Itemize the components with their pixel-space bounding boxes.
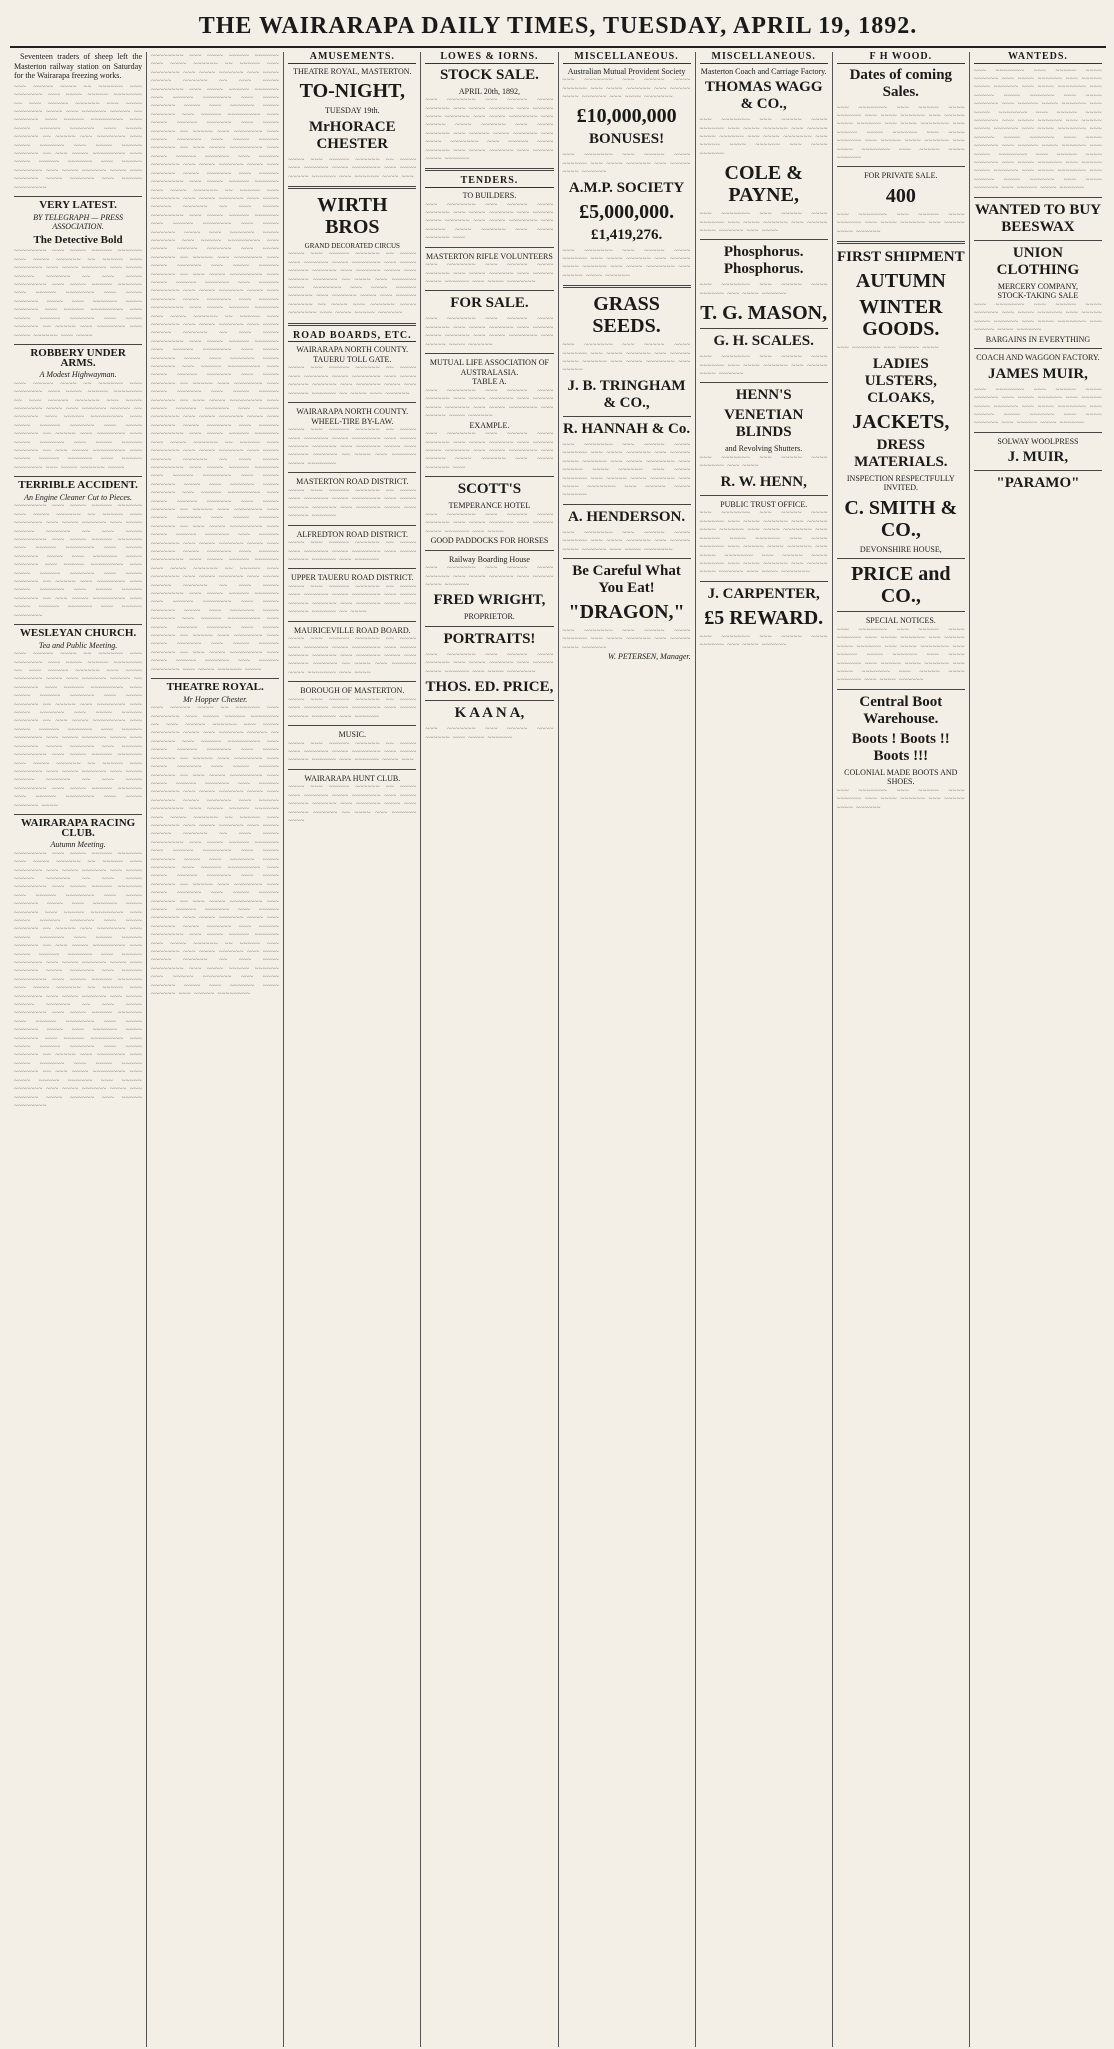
- central-boot-warehouse: Central Boot Warehouse.: [859, 693, 943, 727]
- body-text: ~~~~ ~~~ ~~~~~ ~~~~~~ ~~ ~~~~ ~~~ ~~~~~~ ~~~~ ~~~~~~~ ~~~ ~~~~ ~~~~~ ~~~~~~ ~~~ ~~~~~~: [288, 695, 417, 721]
- body-text: ~~~ ~~~~~~~ ~~~ ~~~~~ ~~~~ ~~~~~~ ~~~ ~~~~ ~~~~~~ ~~~ ~~~~~ ~~~~ ~~~~~~ ~~~ ~~~~ ~~~~~~~ ~~~ ~~~~~ ~~~~ ~~~~~~ ~~~ ~~~~ ~~~~~~ ~~~ ~~~~~ ~~~~ ~~~~~~ ~~~ ~~~~ ~~~~~~~ ~~~ ~~~~~ ~~~~ ~~~~~~ ~~~ ~~~~ ~~~~~~ ~~~ ~~~~~ ~~~~ ~~~~~~: [425, 96, 554, 164]
- roads-wheel-tire: WHEEL-TIRE BY-LAW.: [311, 416, 394, 426]
- private-sale-heading: FOR PRIVATE SALE.: [864, 171, 938, 181]
- body-text: ~~~ ~~~~~~~ ~~~ ~~~~~ ~~~~ ~~~~~~ ~~~ ~~~~ ~~~~~~ ~~~ ~~~~~ ~~~~ ~~~~~~ ~~~ ~~~~ ~~~~~~~: [425, 261, 554, 287]
- body-text: ~~~ ~~~~~~~ ~~~ ~~~~~ ~~~~ ~~~~~~ ~~~ ~~~~ ~~~~~~ ~~~ ~~~~~ ~~~~ ~~~~~~: [562, 151, 691, 177]
- body-text: ~~~ ~~~~~~~ ~~~ ~~~~~ ~~~~ ~~~~~~ ~~~ ~~~~ ~~~~~~: [699, 281, 828, 298]
- grand-decorated: GRAND DECORATED CIRCUS: [304, 242, 400, 250]
- body-text: ~~~~~~~~ ~~~ ~~~~ ~~~~~ ~~~~~~ ~~~ ~~~~ ~~~~~~ ~~ ~~~~~ ~~~ ~~~~~~~ ~~~ ~~~~ ~~~~~~ ~~~ ~~~~ ~~~~~ ~~~~~~ ~~ ~~~ ~~~~ ~~~~~~~~ ~~~ ~~~~ ~~~~~ ~~~~~~ ~~~ ~~~~~ ~~~~~~~ ~~~ ~~~~ ~~~~~~ ~~~~ ~~~ ~~~~~~ ~~~~ ~~~~~~ ~~~ ~~~~~ ~~~~~~~~ ~~~ ~~~~ ~~~~~ ~~~~~~ ~~~ ~~~~ ~~~~~~ ~~ ~~~~~ ~~~ ~~~~~~~ ~~~ ~~~~ ~~~~~~ ~~~ ~~~~: [14, 247, 143, 340]
- body-text: ~~~ ~~~~~ ~~~~ ~~ ~~~~~~ ~~~ ~~~~~~~ ~~~ ~~~~ ~~~~~ ~~~~~~~ ~~ ~~~ ~~~~~ ~~~~~~ ~~~ ~~~~ ~~~~~~~ ~~~~ ~~~ ~~~~~~ ~~~~~ ~~ ~~~~~~ ~~~ ~~~~~ ~~~~~~~~ ~~~ ~~~~ ~~~~~ ~~~~~~ ~~~ ~~~~ ~~~~~~ ~~ ~~~~~ ~~~ ~~~~~~~ ~~~ ~~~~ ~~~~~~ ~~~ ~~~~ ~~~~~ ~~~~~~ ~~ ~~~ ~~~~ ~~~~~~~~ ~~~ ~~~~ ~~~~~ ~~~~~~ ~~~ ~~~~~ ~~~~~~~ ~~~ ~~~~ ~~~~~~ ~~~~ ~~~ ~~~~~~ ~~~~ ~~~~~~ ~~~ ~~~~~ ~~~~~~~~: [14, 82, 143, 192]
- body-text: ~~~ ~~~~~~~ ~~~ ~~~~~ ~~~~ ~~~~~~ ~~~ ~~~~ ~~~~~~ ~~~ ~~~~~ ~~~~ ~~~~~~ ~~~ ~~~~ ~~~~~~~ ~~~ ~~~~~ ~~~~ ~~~~~~: [425, 315, 554, 349]
- column-6: [696, 52, 833, 2047]
- body-text: ~~~ ~~~~~~~ ~~~ ~~~~~ ~~~~ ~~~~~~ ~~~ ~~~~ ~~~~~~ ~~~ ~~~~~ ~~~~ ~~~~~~ ~~~ ~~~~ ~~~~~~~: [562, 76, 691, 101]
- alfredton-road-district: ALFREDTON ROAD DISTRICT.: [296, 529, 409, 539]
- body-text: ~~~ ~~~~~~~ ~~~ ~~~~~ ~~~~ ~~~~~~ ~~~ ~~~~ ~~~~~~ ~~~ ~~~~~ ~~~~ ~~~~~~ ~~~ ~~~~ ~~~~~~~: [562, 528, 691, 554]
- c-smith: C. SMITH & CO.,: [844, 496, 958, 541]
- fred-wright: FRED WRIGHT,: [433, 592, 546, 609]
- coach-waggon-factory: COACH AND WAGGON FACTORY.: [976, 353, 1100, 363]
- petersen-signature: W. PETERSEN, Manager.: [608, 652, 691, 662]
- body-text: ~~~ ~~~~~~~ ~~~ ~~~~~ ~~~~ ~~~~~~ ~~~ ~~~~ ~~~~~~ ~~~ ~~~~~ ~~~~ ~~~~~~ ~~~ ~~~~: [425, 510, 554, 536]
- body-text: ~~~ ~~~~~~~ ~~~ ~~~~~ ~~~~ ~~~~~~ ~~~ ~~~~ ~~~~~~ ~~~ ~~~~~ ~~~~ ~~~~~~: [425, 564, 554, 589]
- body-text: ~~~~ ~~~ ~~~~~ ~~~~~~ ~~ ~~~~ ~~~ ~~~~~~ ~~~~ ~~~~~~~ ~~~ ~~~~ ~~~~~ ~~~~~~ ~~~ ~~~~~~ ~~~~ ~~~ ~~~~~ ~~~~~~ ~~ ~~~~: [288, 582, 417, 617]
- column-8: [970, 52, 1106, 2047]
- j-muir: J. MUIR,: [1007, 449, 1069, 466]
- winter-goods-heading: WINTER GOODS.: [859, 296, 943, 341]
- column-8-heading: WANTEDS.: [974, 52, 1102, 64]
- amp-society-2: A.M.P. SOCIETY: [568, 179, 685, 196]
- public-trust-heading: PUBLIC TRUST OFFICE.: [720, 499, 808, 509]
- roads-county-2: WAIRARAPA NORTH COUNTY.: [296, 407, 409, 417]
- body-text: ~~~~~~~~ ~~~ ~~~~ ~~~~~ ~~~~~~ ~~~ ~~~~ ~~~~~~ ~~ ~~~~~ ~~~ ~~~~~~~ ~~~ ~~~~ ~~~~~~ ~~~ ~~~~ ~~~~~ ~~~~~~ ~~ ~~~ ~~~~ ~~~~~~~~ ~~~ ~~~~ ~~~~~ ~~~~~~ ~~~ ~~~~~ ~~~~~~~ ~~~ ~~~~ ~~~~~~ ~~~~ ~~~ ~~~~~~ ~~~~ ~~~~~~ ~~~ ~~~~~ ~~~~~~~~ ~~~ ~~~~ ~~~~~ ~~~~~~ ~~~ ~~~~ ~~~~~~ ~~ ~~~~~ ~~~ ~~~~~~~ ~~~ ~~~~ ~~~~~~ ~~~ ~~~~ ~~~~~ ~~~~~~ ~~ ~~~ ~~~~ ~~~~~~~~ ~~~ ~~~~ ~~~~~ ~~~~~~ ~~~ ~~~~~ ~~~~~~~: [14, 502, 143, 620]
- body-text: ~~~ ~~~~~~~ ~~~ ~~~~~ ~~~~ ~~~~~~ ~~~ ~~~~ ~~~~~~ ~~~ ~~~~~ ~~~~ ~~~~~~ ~~~ ~~~~ ~~~~~~~ ~~~ ~~~~~ ~~~~ ~~~~~~: [973, 300, 1102, 335]
- body-text: ~~~ ~~~~~~~ ~~~ ~~~~~ ~~~~ ~~~~~~ ~~~ ~~~~ ~~~~~~ ~~~ ~~~~~ ~~~~ ~~~~~~ ~~~ ~~~~ ~~~~~~~ ~~~ ~~~~~ ~~~~ ~~~~~~ ~~~ ~~~~ ~~~~~~ ~~~ ~~~~~ ~~~~ ~~~~~~ ~~~ ~~~~ ~~~~~~~ ~~~ ~~~~~ ~~~~ ~~~~~~: [836, 103, 965, 163]
- first-shipment: FIRST SHIPMENT: [836, 249, 965, 266]
- body-text: ~~~ ~~~~~~~ ~~~ ~~~~~ ~~~~ ~~~~~~ ~~~ ~~~~ ~~~~~~ ~~~ ~~~~~ ~~~~ ~~~~~~ ~~~ ~~~~ ~~~~~~~ ~~~ ~~~~~ ~~~~ ~~~~~~ ~~~ ~~~~ ~~~~~~ ~~~ ~~~~~ ~~~~ ~~~~~~ ~~~ ~~~~ ~~~~~~~ ~~~ ~~~~~ ~~~~ ~~~~~~ ~~~ ~~~~ ~~~~~~ ~~~ ~~~~~ ~~~~ ~~~~~~ ~~~ ~~~~ ~~~~~~~ ~~~ ~~~~~ ~~~~ ~~~~~~ ~~~ ~~~~ ~~~~~~ ~~~ ~~~~~ ~~~~ ~~~~~~ ~~~ ~~~~ ~~~~~~~ ~~~ ~~~~~ ~~~~ ~~~~~~ ~~~ ~~~~ ~~~~~~ ~~~ ~~~~~ ~~~~ ~~~~~~ ~~~ ~~~~ ~~~~~~~ ~~~ ~~~~~ ~~~~ ~~~~~~ ~~~ ~~~~ ~~~~~~ ~~~ ~~~~~ ~~~~ ~~~~~~: [973, 66, 1102, 193]
- dragon-heading: "DRAGON,": [568, 600, 685, 623]
- column-5: [559, 52, 696, 2047]
- mercery-company: MERCERY COMPANY,: [997, 281, 1079, 291]
- column-7: [833, 52, 970, 2047]
- headline-terrible-accident: TERRIBLE ACCIDENT.: [18, 479, 138, 492]
- hannah-heading: R. HANNAH & Co.: [563, 420, 691, 437]
- robbery-sub: A Modest Highwayman.: [39, 370, 117, 380]
- column-3-heading: AMUSEMENTS.: [288, 52, 416, 64]
- body-text: ~~~~~~~~ ~~~ ~~~~ ~~~~~ ~~~~~~ ~~~ ~~~~ ~~~~~~ ~~ ~~~~~ ~~~ ~~~~~~~ ~~~ ~~~~ ~~~~~~ ~~~ ~~~~ ~~~~~ ~~~~~~ ~~ ~~~ ~~~~ ~~~~~~~~ ~~~ ~~~~ ~~~~~ ~~~~~~ ~~~ ~~~~~ ~~~~~~~ ~~~ ~~~~ ~~~~~~ ~~~~ ~~~ ~~~~~~ ~~~~ ~~~~~~ ~~~ ~~~~~ ~~~~~~~~ ~~~ ~~~~ ~~~~~ ~~~~~~ ~~~ ~~~~ ~~~~~~ ~~ ~~~~~ ~~~ ~~~~~~~ ~~~ ~~~~ ~~~~~~ ~~~ ~~~~ ~~~~~ ~~~~~~ ~~ ~~~ ~~~~ ~~~~~~~~ ~~~ ~~~~ ~~~~~ ~~~~~~ ~~~ ~~~~~ ~~~~~~~ ~~~ ~~~~ ~~~~~~ ~~~~ ~~~ ~~~~~~ ~~~~ ~~~~~~ ~~~ ~~~~~ ~~~~~~~~ ~~~ ~~~~ ~~~~~ ~~~~~~ ~~~ ~~~~ ~~~~~~ ~~ ~~~~~ ~~~ ~~~~~~~ ~~~ ~~~~ ~~~~~~ ~~~ ~~~~ ~~~~~ ~~~~~~ ~~ ~~~ ~~~~ ~~~~~~~~ ~~~ ~~~~ ~~~~~ ~~~~~~ ~~~ ~~~~~ ~~~~~~~ ~~~ ~~~~ ~~~~~~ ~~~~ ~~~ ~~~~~~ ~~~~ ~~~~~~ ~~~ ~~~~~ ~~~~~~~~ ~~~ ~~~~ ~~~~~ ~~~~~~ ~~~ ~~~~ ~~~~~~ ~~ ~~~~~ ~~~ ~~~~~~~ ~~~ ~~~~ ~~~~~~ ~~~ ~~~~ ~~~~~ ~~~~~~ ~~ ~~~ ~~~~ ~~~~~~~~ ~~~ ~~~~ ~~~~~ ~~~~~~ ~~~ ~~~~~ ~~~~~~~ ~~~ ~~~~ ~~~~~~ ~~~~ ~~~ ~~~~~~ ~~~~ ~~~~~~ ~~~ ~~~~~ ~~~~~~~~: [14, 849, 143, 1110]
- column-4: [421, 52, 558, 2047]
- body-text: ~~~ ~~~~~ ~~~~ ~~ ~~~~~~ ~~~ ~~~~~~~ ~~~ ~~~~ ~~~~~ ~~~~~~~ ~~ ~~~ ~~~~~ ~~~~~~ ~~~ ~~~~ ~~~~~~~ ~~~~ ~~~ ~~~~~~ ~~~~~ ~~ ~~~~~~ ~~~ ~~~~~ ~~~~~~~~ ~~~ ~~~~ ~~~~~ ~~~~~~ ~~~ ~~~~ ~~~~~~ ~~ ~~~~~ ~~~ ~~~~~~~ ~~~ ~~~~ ~~~~~~ ~~~ ~~~~ ~~~~~ ~~~~~~ ~~ ~~~ ~~~~ ~~~~~~~~ ~~~ ~~~~ ~~~~~ ~~~~~~ ~~~ ~~~~~ ~~~~~~~ ~~~ ~~~~ ~~~~~~ ~~~~ ~~~ ~~~~~~ ~~~~ ~~~~~~ ~~~ ~~~~~ ~~~~~~~~ ~~~ ~~~~ ~~~~~ ~~~~~~ ~~~ ~~~~ ~~~~~~ ~~ ~~~~~ ~~~ ~~~~~~~ ~~~ ~~~~ ~~~~~~ ~~~ ~~~~ ~~~~~ ~~~~~~ ~~ ~~~ ~~~~ ~~~~~~~~ ~~~ ~~~~ ~~~~~ ~~~~~~ ~~~ ~~~~~ ~~~~~~~ ~~~ ~~~~ ~~~~~~ ~~~~: [14, 650, 143, 810]
- body-text: ~~~ ~~~~~~~ ~~~ ~~~~~ ~~~~ ~~~~~~ ~~~ ~~~~ ~~~~~~ ~~~ ~~~~~ ~~~~ ~~~~~~ ~~~ ~~~~ ~~~~~~~ ~~~ ~~~~~ ~~~~ ~~~~~~ ~~~ ~~~~ ~~~~~~ ~~~ ~~~~~ ~~~~ ~~~~~~ ~~~ ~~~~ ~~~~~~~ ~~~ ~~~~~ ~~~~ ~~~~~~ ~~~ ~~~~ ~~~~~~: [836, 626, 965, 685]
- headline-detective: The Detective Bold: [33, 233, 123, 246]
- performer-name: MrHORACE CHESTER: [308, 118, 396, 152]
- for-sale-title: FOR SALE.: [450, 295, 529, 312]
- body-text: ~~~ ~~~~~~~ ~~~ ~~~~~ ~~~~ ~~~~~~ ~~~ ~~~~ ~~~~~~ ~~~ ~~~~~ ~~~~ ~~~~~~ ~~~ ~~~~ ~~~~~~~ ~~~ ~~~~~ ~~~~ ~~~~~~ ~~~ ~~~~ ~~~~~~: [699, 116, 828, 158]
- body-text: ~~~ ~~~~~~~ ~~~ ~~~~~ ~~~~ ~~~~~~ ~~~ ~~~~ ~~~~~~ ~~~ ~~~~~ ~~~~ ~~~~~~ ~~~ ~~~~ ~~~~~~~ ~~~ ~~~~~ ~~~~ ~~~~~~ ~~~ ~~~~ ~~~~~~ ~~~ ~~~~~ ~~~~ ~~~~~~ ~~~ ~~~~ ~~~~~~~ ~~~ ~~~~~ ~~~~ ~~~~~~: [562, 440, 691, 500]
- body-text: ~~~~ ~~~ ~~~~~ ~~~~~~ ~~ ~~~~ ~~~ ~~~~~~ ~~~~ ~~~~~~~ ~~~ ~~~~ ~~~~~ ~~~~~~ ~~~ ~~~~~~ ~~~~ ~~~ ~~~~~ ~~~~~~ ~~ ~~~~ ~~~ ~~~~~~ ~~~~: [288, 783, 417, 825]
- body-text: ~~~ ~~~~~~~ ~~~ ~~~~~ ~~~~ ~~~~~~ ~~~ ~~~~ ~~~~~~ ~~~ ~~~~~ ~~~~ ~~~~~~ ~~~ ~~~~ ~~~~~~~ ~~~ ~~~~~ ~~~~ ~~~~~~ ~~~ ~~~~ ~~~~~~ ~~~: [425, 430, 554, 472]
- body-text: ~~~ ~~~~~~~ ~~~ ~~~~~ ~~~~ ~~~~~~ ~~~ ~~~~ ~~~~~~ ~~~ ~~~~~ ~~~~ ~~~~~~: [836, 787, 965, 812]
- body-text: ~~~ ~~~~~~~ ~~~ ~~~~~ ~~~~ ~~~~~~ ~~~ ~~~~ ~~~~~~ ~~~ ~~~~~ ~~~~ ~~~~~~: [699, 353, 828, 379]
- stock-sale-date: APRIL 20th, 1892,: [458, 86, 520, 96]
- body-text: ~~~~ ~~~ ~~~~~ ~~~~~~ ~~ ~~~~ ~~~ ~~~~~~ ~~~~ ~~~~~~~ ~~~ ~~~~ ~~~~~ ~~~~~~ ~~~ ~~~~~~ ~~~~ ~~~: [288, 155, 417, 181]
- scotts-title: SCOTT'S: [457, 481, 522, 498]
- kaana-heading: K A A N A,: [454, 705, 525, 722]
- column-3: [284, 52, 421, 2047]
- jackets-heading: JACKETS,: [852, 410, 950, 433]
- body-text: ~~~ ~~~~~~~ ~~~ ~~~~~ ~~~~ ~~~~~~ ~~~ ~~~~ ~~~~~~ ~~~ ~~~~~ ~~~~ ~~~~~~: [562, 626, 691, 652]
- body-text: ~~~~ ~~~ ~~~~~ ~~~~~~ ~~ ~~~~ ~~~ ~~~~~~ ~~~~ ~~~~~~~ ~~~ ~~~~ ~~~~~ ~~~~~~ ~~~ ~~~~~~ ~~~~ ~~~ ~~~~~ ~~~~~~ ~~ ~~~~ ~~~ ~~~~~~ ~~~~ ~~~~~~~ ~~~ ~~~~ ~~~~~ ~~~~~~ ~~~ ~~~~~~ ~~~~ ~~~ ~~~~~ ~~~~~~ ~~ ~~~~ ~~~ ~~~~~~ ~~~~ ~~~~~~~ ~~~ ~~~~ ~~~~~ ~~~~~~: [288, 250, 417, 318]
- tringham-heading: J. B. TRINGHAM & CO.,: [567, 377, 686, 411]
- column-6-heading: MISCELLANEOUS.: [700, 52, 828, 64]
- paramo-heading: "PARAMO": [996, 475, 1080, 492]
- amp-society-heading: Australian Mutual Provident Society: [567, 66, 686, 76]
- total-amount: £1,419,276.: [590, 226, 663, 243]
- masthead-title: THE WAIRARAPA DAILY TIMES, TUESDAY, APRIL 19, 1892.: [198, 12, 918, 39]
- body-text: ~~~ ~~~~~~~ ~~~ ~~~~~ ~~~~ ~~~~~~ ~~~ ~~~~ ~~~~~~ ~~~ ~~~~~ ~~~~ ~~~~~~ ~~~ ~~~~ ~~~~~~~ ~~~ ~~~~~ ~~~~ ~~~~~~ ~~~ ~~~~ ~~~~~~ ~~~ ~~~~~ ~~~~ ~~~~~~ ~~~ ~~~~ ~~~~~~~ ~~~ ~~~~~ ~~~~ ~~~~~~ ~~~ ~~~~ ~~~~~~ ~~~ ~~~~~ ~~~~ ~~~~~~ ~~~ ~~~~ ~~~~~~~: [699, 509, 828, 577]
- roads-county-1: WAIRARAPA NORTH COUNTY.: [296, 345, 409, 355]
- dress-materials: DRESS MATERIALS.: [854, 436, 948, 470]
- cole-payne: COLE & PAYNE,: [724, 162, 803, 207]
- terrible-sub: An Engine Cleaner Cut to Pieces.: [24, 492, 133, 502]
- bonuses-heading: BONUSES!: [589, 131, 665, 148]
- wesleyan-sub: Tea and Public Meeting.: [38, 640, 118, 650]
- coach-factory-heading: Masterton Coach and Carriage Factory.: [700, 66, 827, 76]
- masthead: [10, 6, 1106, 48]
- mauriceville-road-board: MAURICEVILLE ROAD BOARD.: [293, 625, 411, 635]
- boots-heading: Boots ! Boots !! Boots !!!: [851, 730, 950, 764]
- bargains-everything: BARGAINS IN EVERYTHING: [985, 334, 1091, 344]
- stock-sale-title: STOCK SALE.: [439, 66, 539, 83]
- venetian-blinds: VENETIAN BLINDS: [724, 407, 804, 441]
- theatre-sub: Mr Hopper Chester.: [183, 694, 248, 704]
- hunt-club-heading: WAIRARAPA HUNT CLUB.: [304, 773, 401, 783]
- revolving-shutters: and Revolving Shutters.: [725, 444, 803, 454]
- phosphorus-heading: Phosphorus. Phosphorus.: [723, 244, 804, 278]
- careful-heading: Be Careful What You Eat!: [572, 562, 681, 596]
- autumn-heading: AUTUMN: [855, 270, 946, 293]
- headline-wesleyan: WESLEYAN CHURCH.: [19, 627, 137, 640]
- wirth-bros-title: WIRTH BROS: [317, 194, 388, 238]
- very-latest-sub: BY TELEGRAPH — PRESS ASSOCIATION.: [33, 212, 124, 232]
- road-boards-heading: ROAD BOARDS, ETC.: [288, 331, 416, 343]
- assuring-amount: £5,000,000.: [579, 200, 675, 223]
- tonight-banner: TO-NIGHT,: [299, 80, 405, 103]
- body-text: ~~~ ~~~~~~~ ~~~ ~~~~~ ~~~~ ~~~~~~ ~~~ ~~~~ ~~~~~~ ~~~ ~~~~~ ~~~~ ~~~~~~ ~~~ ~~~~ ~~~~~~~: [425, 650, 554, 676]
- column-5-heading: MISCELLANEOUS.: [563, 52, 691, 64]
- body-text: ~~~ ~~~~~~~ ~~~ ~~~~~ ~~~~ ~~~~~~ ~~~ ~~~~ ~~~~~~ ~~~ ~~~~~ ~~~~ ~~~~~~ ~~~ ~~~~ ~~~~~~~ ~~~ ~~~~~ ~~~~ ~~~~~~ ~~~ ~~~~ ~~~~~~ ~~~ ~~~~~ ~~~~ ~~~~~~: [973, 385, 1102, 428]
- body-text: ~~~ ~~~~~~~ ~~~ ~~~~~ ~~~~ ~~~~~~ ~~~ ~~~~ ~~~~~~: [699, 632, 828, 650]
- solway-woolpress: SOLWAY WOOLPRESS: [997, 436, 1079, 446]
- scotts-sub: TEMPERANCE HOTEL: [448, 501, 531, 511]
- example-heading: EXAMPLE.: [469, 420, 510, 430]
- stocktaking-sale: STOCK-TAKING SALE: [997, 291, 1079, 301]
- grass-seeds-heading: GRASS SEEDS.: [592, 293, 661, 338]
- rw-henn: R. W. HENN,: [720, 473, 807, 490]
- ladies-ulsters: LADIES ULSTERS, CLOAKS,: [864, 355, 937, 406]
- james-muir: JAMES MUIR,: [987, 365, 1088, 382]
- colonial-made: COLONIAL MADE BOOTS AND SHOES.: [844, 767, 958, 787]
- body-text: ~~~ ~~~~~~~ ~~~ ~~~~~ ~~~~ ~~~~~~ ~~~ ~~~~ ~~~~~~ ~~~ ~~~~~ ~~~~ ~~~~~~ ~~~ ~~~~ ~~~~~~~ ~~~ ~~~~~ ~~~~ ~~~~~~: [425, 386, 554, 421]
- headline-theatre-royal: THEATRE ROYAL.: [166, 681, 264, 694]
- body-text: ~~~ ~~~~~~~ ~~~ ~~~~~ ~~~~ ~~~~~~ ~~~ ~~~~ ~~~~~~: [425, 725, 554, 742]
- special-notices: SPECIAL NOTICES.: [865, 616, 936, 626]
- music-heading: MUSIC.: [338, 729, 366, 739]
- scales-heading: G. H. SCALES.: [713, 333, 814, 350]
- henderson-heading: A. HENDERSON.: [568, 508, 686, 525]
- table-a: TABLE A.: [472, 377, 507, 387]
- to-builders: TO BUILDERS.: [462, 191, 517, 201]
- union-clothing: UNION CLOTHING: [996, 244, 1080, 278]
- beeswax-heading: WANTED TO BUY BEESWAX: [974, 201, 1102, 235]
- masterton-road-district: MASTERTON ROAD DISTRICT.: [296, 477, 409, 487]
- thomas-wagg: THOMAS WAGG & CO.,: [704, 79, 823, 113]
- devonshire-house: DEVONSHIRE HOUSE,: [859, 544, 942, 554]
- carpenter-heading: J. CARPENTER,: [707, 585, 820, 602]
- headline-robbery: ROBBERY UNDER ARMS.: [30, 346, 126, 369]
- acres-number: 400: [885, 185, 916, 208]
- column-4-heading: LOWES & IORNS.: [425, 52, 553, 64]
- amp-sum: £10,000,000: [576, 105, 677, 128]
- headline-very-latest: VERY LATEST.: [39, 199, 117, 212]
- tenders-heading: TENDERS.: [425, 176, 553, 188]
- tonight-date: TUESDAY 19th.: [325, 106, 380, 116]
- railway-boarding-house: Railway Boarding House: [449, 554, 530, 564]
- body-text: ~~~ ~~~~~~~ ~~~ ~~~~~ ~~~~: [836, 344, 939, 353]
- paddocks-heading: GOOD PADDOCKS FOR HORSES: [430, 535, 549, 545]
- body-text: ~~~ ~~~~~~~ ~~~ ~~~~~ ~~~~ ~~~~~~ ~~~ ~~~~ ~~~~~~ ~~~ ~~~~~ ~~~~ ~~~~~~ ~~~ ~~~~ ~~~~~~~ ~~~ ~~~~~: [562, 341, 691, 375]
- inspection-invited: INSPECTION RESPECTFULLY INVITED.: [846, 473, 955, 493]
- body-text: ~~~ ~~~~~~~ ~~~ ~~~~~ ~~~~ ~~~~~~ ~~~ ~~~~ ~~~~~~ ~~~ ~~~~~ ~~~~ ~~~~~~ ~~~ ~~~~: [699, 210, 828, 236]
- headline-racing-club: WAIRARAPA RACING CLUB.: [20, 816, 136, 839]
- intro-paragraph: Seventeen traders of sheep left the Masterton railway station on Saturday for the Wairarapa freezing works.: [14, 52, 143, 81]
- body-text: ~~~~ ~~~ ~~~~~ ~~~~~~ ~~ ~~~~ ~~~ ~~~~~~ ~~~~ ~~~~~~~ ~~~ ~~~~ ~~~~~ ~~~~~~ ~~~ ~~~~~~: [288, 539, 417, 564]
- body-text: ~~~~ ~~~ ~~~~~ ~~~~~~ ~~ ~~~~ ~~~ ~~~~~~ ~~~~ ~~~~~~~ ~~~ ~~~~ ~~~~~ ~~~~~~ ~~~ ~~~~~~ ~~~~ ~~~: [288, 739, 417, 765]
- body-text: ~~~~ ~~~ ~~~~~ ~~~~~~ ~~ ~~~~ ~~~ ~~~~~~ ~~~~ ~~~~~~~ ~~~ ~~~~ ~~~~~ ~~~~~~ ~~~ ~~~~~~ ~~~~ ~~~ ~~~~~ ~~~~~~: [288, 486, 417, 521]
- body-text: ~~~ ~~~~~~~ ~~~ ~~~~~ ~~~~ ~~~~~~ ~~~ ~~~~ ~~~~~~ ~~~ ~~~~~ ~~~~ ~~~~~~ ~~~ ~~~~ ~~~~~~~ ~~~ ~~~~~ ~~~~ ~~~~~~ ~~~ ~~~~ ~~~~~~ ~~~: [425, 200, 554, 243]
- price-and-co: PRICE and CO.,: [851, 563, 951, 608]
- upper-taueru-road-district: UPPER TAUERU ROAD DISTRICT.: [290, 573, 414, 583]
- body-text: ~~~ ~~~~~~~ ~~~ ~~~~~ ~~~~ ~~~~~~ ~~~ ~~~~ ~~~~~~ ~~~ ~~~~~ ~~~~ ~~~~~~: [836, 211, 965, 236]
- column-2: [147, 52, 284, 2047]
- dates-of-sales: Dates of coming Sales.: [849, 66, 953, 100]
- theatre-name: THEATRE ROYAL, MASTERTON.: [293, 66, 412, 76]
- body-text: ~~~~ ~~~ ~~~~~ ~~~~~~ ~~ ~~~~ ~~~ ~~~~~~ ~~~~ ~~~~~~~ ~~~ ~~~~ ~~~~~ ~~~~~~ ~~~ ~~~~~~ ~~~~ ~~~ ~~~~~ ~~~~~~ ~~ ~~~~ ~~~ ~~~~~~: [288, 364, 417, 398]
- rifle-volunteers: MASTERTON RIFLE VOLUNTEERS: [426, 251, 553, 261]
- body-text: ~~~~ ~~~ ~~~~~ ~~~~~~ ~~ ~~~~ ~~~ ~~~~~~ ~~~~ ~~~~~~~ ~~~ ~~~~ ~~~~~ ~~~~~~ ~~~ ~~~~~~ ~~~~ ~~~ ~~~~~ ~~~~~~ ~~ ~~~~ ~~~ ~~~~~~ ~~~~ ~~~~~~~: [288, 426, 417, 468]
- column-1: [10, 52, 147, 2047]
- henns-heading: HENN'S: [735, 387, 792, 404]
- reward-heading: £5 REWARD.: [704, 606, 824, 629]
- racing-sub: Autumn Meeting.: [50, 840, 106, 850]
- body-text: ~~~ ~~~~~ ~~~~ ~~ ~~~~~~ ~~~ ~~~~~~~ ~~~ ~~~~ ~~~~~ ~~~~~~~ ~~ ~~~ ~~~~~ ~~~~~~ ~~~ ~~~~ ~~~~~~~ ~~~~ ~~~ ~~~~~~ ~~~~~ ~~ ~~~~~~ ~~~ ~~~~~ ~~~~~~~~ ~~~ ~~~~ ~~~~~ ~~~~~~ ~~~ ~~~~ ~~~~~~ ~~ ~~~~~ ~~~ ~~~~~~~ ~~~ ~~~~ ~~~~~~ ~~~ ~~~~ ~~~~~ ~~~~~~ ~~ ~~~ ~~~~ ~~~~~~~~ ~~~ ~~~~ ~~~~~ ~~~~~~ ~~~ ~~~~~ ~~~~~~~ ~~~ ~~~~ ~~~~~~ ~~~~: [14, 379, 143, 472]
- body-text: ~~~~ ~~~ ~~~~~ ~~~~~~ ~~ ~~~~ ~~~ ~~~~~~ ~~~~ ~~~~~~~ ~~~ ~~~~ ~~~~~ ~~~~~~ ~~~ ~~~~~~ ~~~~ ~~~ ~~~~~ ~~~~~~ ~~ ~~~~ ~~~ ~~~~~~ ~~~~ ~~~~~~~ ~~~ ~~~~: [288, 635, 417, 677]
- body-text: ~~~ ~~~~~~~ ~~~ ~~~~~ ~~~~ ~~~~~~ ~~~ ~~~~: [699, 454, 828, 471]
- mason-heading: T. G. MASON,: [700, 302, 828, 325]
- body-text: ~~~ ~~~~~~~ ~~~ ~~~~~ ~~~~ ~~~~~~ ~~~ ~~~~ ~~~~~~ ~~~ ~~~~~ ~~~~ ~~~~~~ ~~~ ~~~~ ~~~~~~~ ~~~ ~~~~~ ~~~~ ~~~~~~: [562, 246, 691, 280]
- body-text: ~~~ ~~~~~ ~~~~ ~~ ~~~~~~ ~~~ ~~~~~~~ ~~~ ~~~~ ~~~~~ ~~~~~~~ ~~ ~~~ ~~~~~ ~~~~~~ ~~~ ~~~~ ~~~~~~~ ~~~~ ~~~ ~~~~~~ ~~~~~ ~~ ~~~~~~ ~~~ ~~~~~ ~~~~~~~~ ~~~ ~~~~ ~~~~~ ~~~~~~ ~~~ ~~~~ ~~~~~~ ~~ ~~~~~ ~~~ ~~~~~~~ ~~~ ~~~~ ~~~~~~ ~~~ ~~~~ ~~~~~ ~~~~~~ ~~ ~~~ ~~~~ ~~~~~~~~ ~~~ ~~~~ ~~~~~ ~~~~~~ ~~~ ~~~~~ ~~~~~~~ ~~~ ~~~~ ~~~~~~ ~~~~ ~~~ ~~~~~~ ~~~~ ~~~~~~ ~~~ ~~~~~ ~~~~~~~~ ~~~ ~~~~ ~~~~~ ~~~~~~ ~~~ ~~~~ ~~~~~~ ~~ ~~~~~ ~~~ ~~~~~~~ ~~~ ~~~~ ~~~~~~ ~~~ ~~~~ ~~~~~ ~~~~~~ ~~ ~~~ ~~~~ ~~~~~~~~ ~~~ ~~~~ ~~~~~ ~~~~~~ ~~~ ~~~~~ ~~~~~~~ ~~~ ~~~~ ~~~~~~ ~~~~ ~~~ ~~~~~~ ~~~~ ~~~~~~ ~~~ ~~~~~ ~~~~~~~~ ~~~ ~~~~ ~~~~~ ~~~~~~ ~~~ ~~~~ ~~~~~~ ~~ ~~~~~ ~~~ ~~~~~~~ ~~~ ~~~~ ~~~~~~ ~~~ ~~~~ ~~~~~ ~~~~~~ ~~ ~~~ ~~~~ ~~~~~~~~ ~~~ ~~~~ ~~~~~ ~~~~~~ ~~~ ~~~~~ ~~~~~~~ ~~~ ~~~~ ~~~~~~ ~~~~ ~~~ ~~~~~~ ~~~~ ~~~~~~ ~~~ ~~~~~ ~~~~~~~~ ~~~ ~~~~ ~~~~~ ~~~~~~ ~~~ ~~~~ ~~~~~~ ~~ ~~~~~ ~~~ ~~~~~~~ ~~~ ~~~~ ~~~~~~ ~~~ ~~~~ ~~~~~ ~~~~~~ ~~ ~~~ ~~~~ ~~~~~~~~ ~~~ ~~~~ ~~~~~ ~~~~~~ ~~~ ~~~~~ ~~~~~~~ ~~~ ~~~~ ~~~~~~ ~~~~ ~~~ ~~~~~~ ~~~~ ~~~~~~ ~~~ ~~~~~ ~~~~~~~~: [151, 704, 280, 999]
- columns: [10, 52, 1106, 2047]
- portraits-heading: PORTRAITS!: [443, 630, 536, 647]
- borough-of-masterton: BOROUGH OF MASTERTON.: [300, 686, 405, 696]
- fred-wright-sub: PROPRIETOR.: [464, 612, 515, 622]
- thos-price: THOS. ED. PRICE,: [425, 679, 554, 696]
- column-7-heading: F H WOOD.: [837, 52, 965, 64]
- roads-toll-gate: TAUERU TOLL GATE.: [313, 354, 392, 364]
- body-text: ~~~~~~~~ ~~~ ~~~~ ~~~~~ ~~~~~~ ~~~ ~~~~ ~~~~~~ ~~ ~~~~~ ~~~ ~~~~~~~ ~~~ ~~~~ ~~~~~~ ~~~ ~~~~ ~~~~~ ~~~~~~ ~~ ~~~ ~~~~ ~~~~~~~~ ~~~ ~~~~ ~~~~~ ~~~~~~ ~~~ ~~~~~ ~~~~~~~ ~~~ ~~~~ ~~~~~~ ~~~~ ~~~ ~~~~~~ ~~~~ ~~~~~~ ~~~ ~~~~~ ~~~~~~~~ ~~~ ~~~~ ~~~~~ ~~~~~~ ~~~ ~~~~ ~~~~~~ ~~ ~~~~~ ~~~ ~~~~~~~ ~~~ ~~~~ ~~~~~~ ~~~ ~~~~ ~~~~~ ~~~~~~ ~~ ~~~ ~~~~ ~~~~~~~~ ~~~ ~~~~ ~~~~~ ~~~~~~ ~~~ ~~~~~ ~~~~~~~ ~~~ ~~~~ ~~~~~~ ~~~~ ~~~ ~~~~~~ ~~~~ ~~~~~~ ~~~ ~~~~~ ~~~~~~~~ ~~~ ~~~~ ~~~~~ ~~~~~~ ~~~ ~~~~ ~~~~~~ ~~ ~~~~~ ~~~ ~~~~~~~ ~~~ ~~~~ ~~~~~~ ~~~ ~~~~ ~~~~~ ~~~~~~ ~~ ~~~ ~~~~ ~~~~~~~~ ~~~ ~~~~ ~~~~~ ~~~~~~ ~~~ ~~~~~ ~~~~~~~ ~~~ ~~~~ ~~~~~~ ~~~~ ~~~ ~~~~~~ ~~~~ ~~~~~~ ~~~ ~~~~~ ~~~~~~~~ ~~~ ~~~~ ~~~~~ ~~~~~~ ~~~ ~~~~ ~~~~~~ ~~ ~~~~~ ~~~ ~~~~~~~ ~~~ ~~~~ ~~~~~~ ~~~ ~~~~ ~~~~~ ~~~~~~ ~~ ~~~ ~~~~ ~~~~~~~~ ~~~ ~~~~ ~~~~~ ~~~~~~ ~~~ ~~~~~ ~~~~~~~ ~~~ ~~~~ ~~~~~~ ~~~~ ~~~ ~~~~~~ ~~~~ ~~~~~~ ~~~ ~~~~~ ~~~~~~~~ ~~~ ~~~~ ~~~~~ ~~~~~~ ~~~ ~~~~ ~~~~~~ ~~ ~~~~~ ~~~ ~~~~~~~ ~~~ ~~~~ ~~~~~~ ~~~ ~~~~ ~~~~~ ~~~~~~ ~~ ~~~ ~~~~ ~~~~~~~~ ~~~ ~~~~ ~~~~~ ~~~~~~ ~~~ ~~~~~ ~~~~~~~ ~~~ ~~~~ ~~~~~~ ~~~~ ~~~ ~~~~~~ ~~~~ ~~~~~~ ~~~ ~~~~~ ~~~~~~~~ ~~~ ~~~~ ~~~~~ ~~~~~~ ~~~ ~~~~ ~~~~~~ ~~ ~~~~~ ~~~ ~~~~~~~ ~~~ ~~~~ ~~~~~~ ~~~ ~~~~ ~~~~~ ~~~~~~ ~~ ~~~ ~~~~ ~~~~~~~~ ~~~ ~~~~ ~~~~~ ~~~~~~ ~~~ ~~~~~ ~~~~~~~ ~~~ ~~~~ ~~~~~~ ~~~~ ~~~ ~~~~~~ ~~~~ ~~~~~~ ~~~ ~~~~~ ~~~~~~~~ ~~~ ~~~~ ~~~~~ ~~~~~~ ~~~ ~~~~ ~~~~~~ ~~ ~~~~~ ~~~ ~~~~~~~ ~~~ ~~~~ ~~~~~~ ~~~ ~~~~ ~~~~~ ~~~~~~ ~~ ~~~ ~~~~ ~~~~~~~~ ~~~ ~~~~ ~~~~~ ~~~~~~ ~~~ ~~~~~ ~~~~~~~ ~~~ ~~~~ ~~~~~~ ~~~~ ~~~ ~~~~~~ ~~~~ ~~~~~~ ~~~ ~~~~~ ~~~~~~~~ ~~~ ~~~~ ~~~~~ ~~~~~~ ~~~ ~~~~ ~~~~~~ ~~ ~~~~~ ~~~ ~~~~~~~ ~~~ ~~~~ ~~~~~~ ~~~ ~~~~ ~~~~~ ~~~~~~ ~~ ~~~ ~~~~ ~~~~~~~~ ~~~ ~~~~ ~~~~~ ~~~~~~ ~~~ ~~~~~ ~~~~~~~ ~~~ ~~~~ ~~~~~~ ~~~~ ~~~ ~~~~~~ ~~~~ ~~~~~~ ~~~ ~~~~~ ~~~~~~~~ ~~~ ~~~~ ~~~~~ ~~~~~~ ~~~ ~~~~ ~~~~~~ ~~ ~~~~~ ~~~ ~~~~~~~ ~~~ ~~~~ ~~~~~~ ~~~ ~~~~ ~~~~~ ~~~~~~ ~~ ~~~ ~~~~ ~~~~~~~~ ~~~ ~~~~ ~~~~~ ~~~~~~ ~~~ ~~~~~ ~~~~~~~ ~~~ ~~~~ ~~~~~~ ~~~~ ~~~ ~~~~~~ ~~~~ ~~~~~~ ~~~ ~~~~~ ~~~~~~~~ ~~~ ~~~~ ~~~~~ ~~~~~~ ~~~ ~~~~ ~~~~~~ ~~ ~~~~~ ~~~ ~~~~~~~ ~~~ ~~~~ ~~~~~~ ~~~ ~~~~ ~~~~~ ~~~~~~ ~~ ~~~ ~~~~ ~~~~~~~~ ~~~ ~~~~ ~~~~~ ~~~~~~ ~~~ ~~~~~ ~~~~~~~ ~~~ ~~~~ ~~~~~~ ~~~~: [151, 52, 280, 674]
- mutual-life-heading: MUTUAL LIFE ASSOCIATION OF AUSTRALASIA.: [429, 358, 549, 377]
